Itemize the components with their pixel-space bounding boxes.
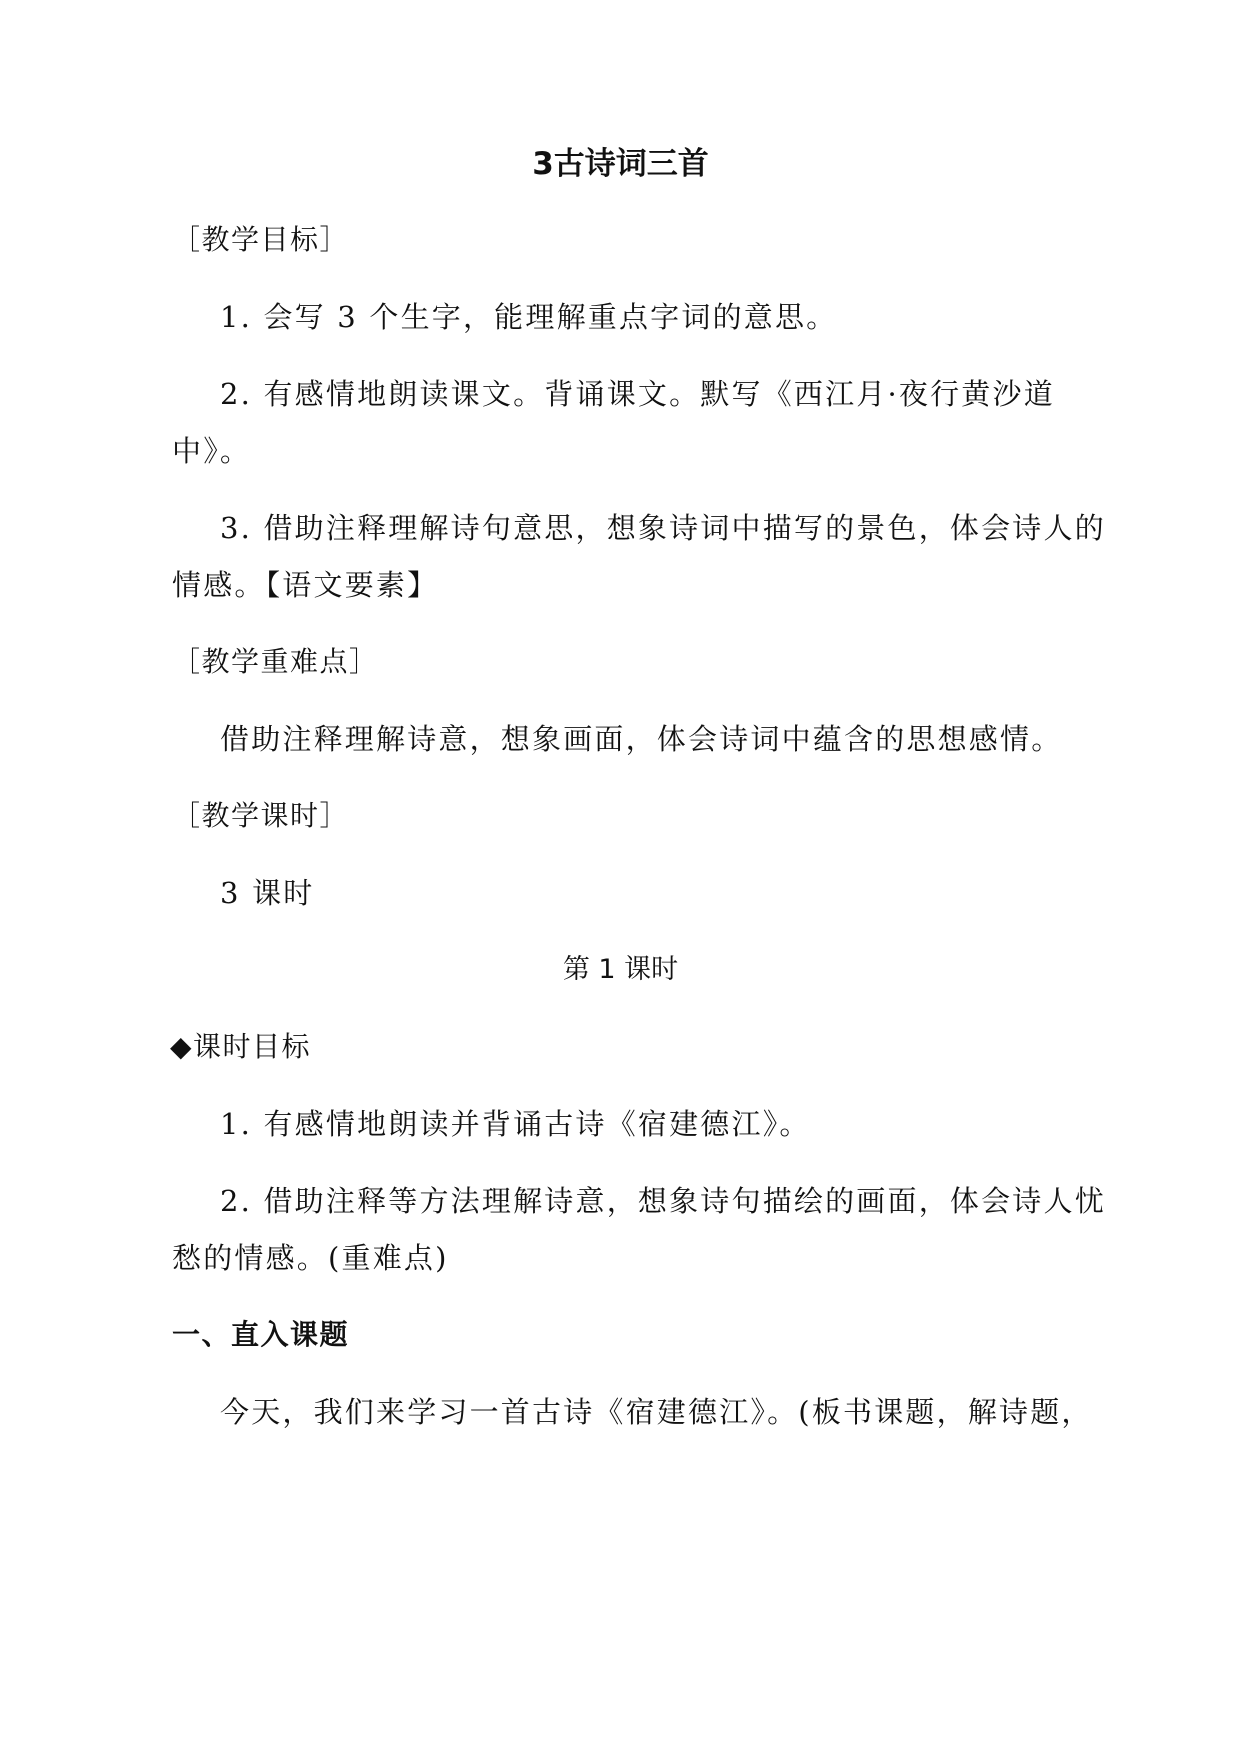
lesson-goal-1: 1. 有感情地朗读并背诵古诗《宿建德江》。 [220, 1107, 811, 1141]
objectives-heading: ［教学目标］ [172, 223, 350, 256]
objective-item-3-line-2: 情感。【语文要素】 [172, 568, 439, 602]
key-points-text: 借助注释理解诗意，想象画面，体会诗词中蕴含的思想感情。 [220, 722, 1063, 756]
lesson-goal-2-line-2: 愁的情感。(重难点) [172, 1241, 449, 1275]
part-1-heading: 一、直入课题 [172, 1318, 350, 1351]
periods-heading: ［教学课时］ [172, 799, 350, 832]
objective-item-2-line-2: 中》。 [172, 434, 252, 468]
objective-item-2-line-1: 2. 有感情地朗读课文。背诵课文。默写《西江月·夜行黄沙道 [220, 377, 1055, 411]
periods-text: 3 课时 [220, 876, 315, 910]
part-1-text: 今天，我们来学习一首古诗《宿建德江》。(板书课题，解诗题， [220, 1395, 1093, 1429]
objective-item-3-line-1: 3. 借助注释理解诗句意思，想象诗词中描写的景色，体会诗人的 [220, 511, 1106, 545]
document-title: 3古诗词三首 [532, 146, 709, 182]
lesson-goals-heading: ◆课时目标 [170, 1030, 312, 1063]
lesson-1-heading: 第 1 课时 [562, 954, 679, 985]
objective-item-1: 1. 会写 3 个生字，能理解重点字词的意思。 [220, 300, 838, 334]
key-points-heading: ［教学重难点］ [172, 645, 379, 678]
lesson-goal-2-line-1: 2. 借助注释等方法理解诗意，想象诗句描绘的画面，体会诗人忧 [220, 1184, 1106, 1218]
